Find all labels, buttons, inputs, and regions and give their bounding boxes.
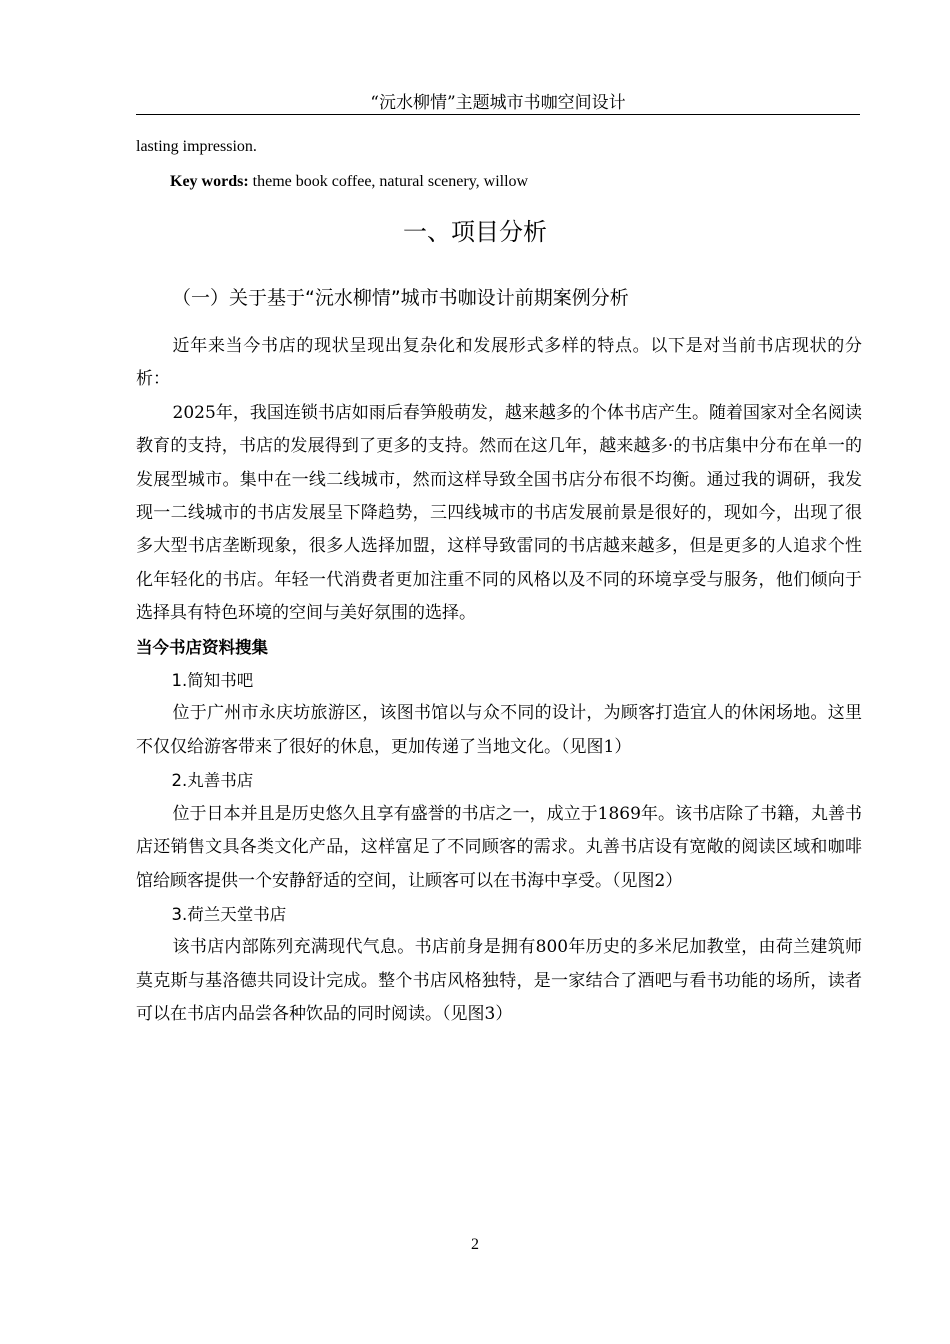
item-1-text: 位于广州市永庆坊旅游区，该图书馆以与众不同的设计，为顾客打造宜人的休闲场地。这里不仅仅给游客带来了很好的休息，更加传递了当地文化。（见图1）	[136, 703, 862, 757]
keywords-line	[170, 173, 528, 191]
keywords-text: theme book coffee, natural scenery, willow	[248, 173, 529, 190]
paragraph-intro: 近年来当今书店的现状呈现出复杂化和发展形式多样的特点。以下是对当前书店现状的分析：	[136, 336, 862, 390]
paragraph-analysis: 2025年，我国连锁书店如雨后春笋般萌发，越来越多的个体书店产生。随着国家对全名阅读教育的支持，书店的发展得到了更多的支持。然而在这几年，越来越多·的书店集中分布在单一的发展型城市。集中在一线二线城市，然而这样导致全国书店分布很不均衡。通过我的调研，我发现一二线城市的书店发展呈下降趋势，三四线城市的书店发展前景是很好的，现如今，出现了很多大型书店垄断现象，很多人选择加盟，这样导致雷同的书店越来越多，但是更多的人追求个性化年轻化的书店。年轻一代消费者更加注重不同的风格以及不同的环境享受与服务，他们倾向于选择具有特色环境的空间与美好氛围的选择。	[136, 402, 862, 624]
body-text	[136, 330, 862, 1032]
keywords-label: Key words:	[170, 173, 249, 190]
item-2-text: 位于日本并且是历史悠久且享有盛誉的书店之一，成立于1869年。该书店除了书籍，丸善书店还销售文具各类文化产品，这样富足了不同顾客的需求。丸善书店设有宽敞的阅读区域和咖啡馆给顾客提供一个安静舒适的空间，让顾客可以在书海中享受。（见图2）	[136, 803, 862, 891]
abstract-continuation: lasting impression.	[136, 138, 257, 155]
chapter-title: 一、项目分析	[403, 218, 547, 246]
item-3-title: 3.荷兰天堂书店	[171, 904, 287, 924]
page-number: 2	[471, 1236, 479, 1253]
running-header: “沅水柳情”主题城市书咖空间设计	[136, 92, 860, 115]
item-1-title: 1.简知书吧	[171, 671, 254, 691]
item-2-title: 2.丸善书店	[171, 771, 254, 791]
collection-title: 当今书店资料搜集	[136, 637, 268, 657]
item-3-text: 该书店内部陈列充满现代气息。书店前身是拥有800年历史的多米尼加教堂，由荷兰建筑师莫克斯与基洛德共同设计完成。整个书店风格独特，是一家结合了酒吧与看书功能的场所，读者可以在书店内品尝各种饮品的同时阅读。（见图3）	[136, 937, 862, 1025]
section-title: （一）关于基于“沅水柳情”城市书咖设计前期案例分析	[172, 287, 629, 309]
